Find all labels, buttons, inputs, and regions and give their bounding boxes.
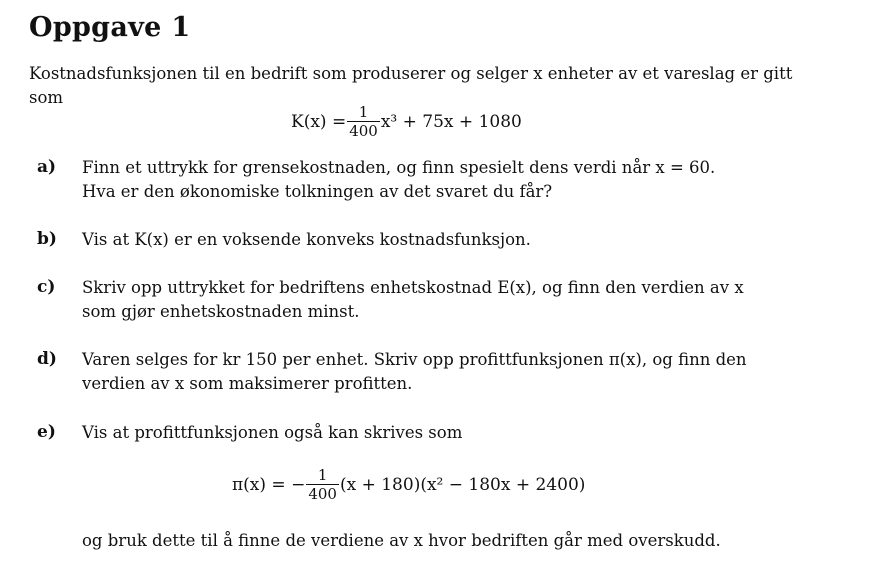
- part-b-line1: Vis at K(x) er en voksende konveks kostnadsfunksjon.: [82, 230, 531, 249]
- fraction-denominator: 400: [308, 485, 337, 503]
- page-title: Oppgave 1: [29, 12, 191, 43]
- fraction: [306, 466, 339, 503]
- part-text-b: [82, 228, 822, 252]
- part-label-c: c): [37, 277, 56, 297]
- intro-text: Kostnadsfunksjonen til en bedrift som produserer og selger x enheter av et vareslag er gitt som: [29, 64, 793, 107]
- equation-rest: x³ + 75x + 1080: [380, 111, 522, 132]
- equation-rest: (x + 180)(x² − 180x + 2400): [339, 474, 586, 495]
- part-text-c: [82, 276, 822, 324]
- part-text-d: [82, 348, 822, 396]
- part-d-line1: Varen selges for kr 150 per enhet. Skriv opp profittfunksjonen π(x), og finn den: [82, 350, 747, 369]
- equation-lhs: K(x) =: [291, 111, 347, 132]
- part-e-line1: Vis at profittfunksjonen også kan skrives som: [82, 423, 463, 442]
- fraction-denominator: 400: [349, 122, 378, 140]
- profit-function-equation: [232, 466, 585, 503]
- part-e-after: og bruk dette til å finne de verdiene av x hvor bedriften går med overskudd.: [82, 531, 721, 550]
- part-a-line2: Hva er den økonomiske tolkningen av det svaret du får?: [82, 182, 553, 201]
- part-text-a: [82, 156, 822, 204]
- part-c-line2: som gjør enhetskostnaden minst.: [82, 302, 360, 321]
- equation-lhs: π(x) = −: [232, 474, 306, 495]
- part-label-a: a): [37, 157, 57, 177]
- part-label-b: b): [37, 229, 57, 249]
- part-label-e: e): [37, 422, 56, 442]
- fraction-numerator: 1: [317, 466, 328, 484]
- fraction-numerator: 1: [358, 103, 369, 121]
- fraction: [347, 103, 380, 140]
- cost-function-equation: [291, 103, 522, 140]
- part-text-e: [82, 421, 822, 445]
- part-c-line1: Skriv opp uttrykket for bedriftens enhetskostnad E(x), og finn den verdien av x: [82, 278, 744, 297]
- part-d-line2: verdien av x som maksimerer profitten.: [82, 374, 413, 393]
- part-label-d: d): [37, 349, 57, 369]
- part-a-line1: Finn et uttrykk for grensekostnaden, og finn spesielt dens verdi når x = 60.: [82, 158, 716, 177]
